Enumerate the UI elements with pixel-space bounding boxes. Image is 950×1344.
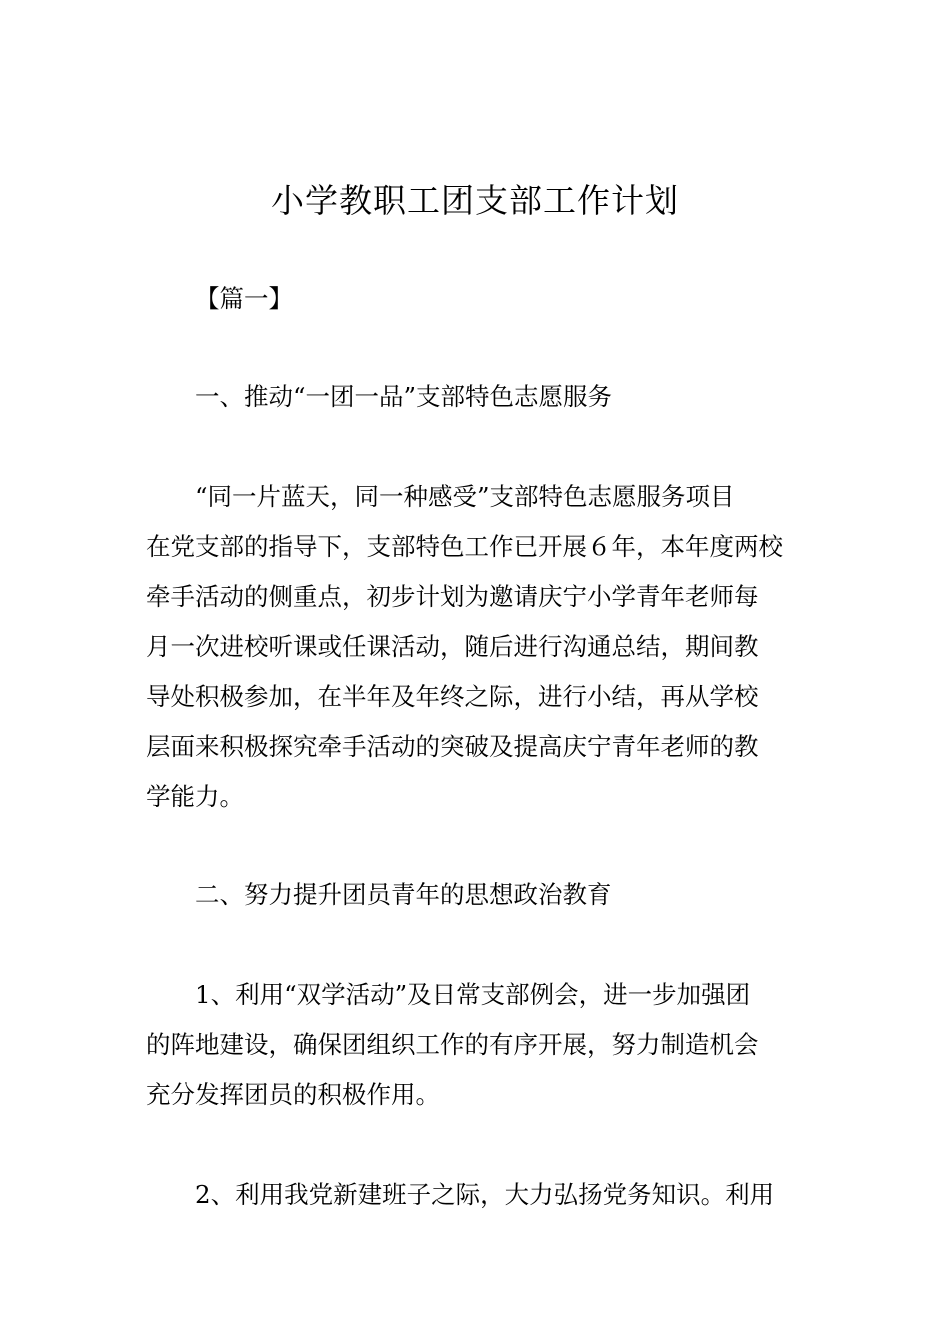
paragraph-line: 层面来积极探究牵手活动的突破及提高庆宁青年老师的教: [146, 732, 759, 761]
paragraph-line: 充分发挥团员的积极作用。: [146, 1080, 440, 1109]
document-title: 小学教职工团支部工作计划: [271, 181, 679, 220]
paragraph-2: [146, 970, 808, 1120]
paragraph-line: 1、利用“双学活动”及日常支部例会，进一步加强团: [195, 980, 751, 1009]
paragraph-line: 月一次进校听课或任课活动，随后进行沟通总结，期间教: [146, 632, 759, 661]
section-marker: 【篇一】: [195, 284, 293, 313]
paragraph-line: 在党支部的指导下，支部特色工作已开展６年，本年度两校: [146, 532, 783, 561]
paragraph-1: [146, 472, 808, 822]
paragraph-line: 牵手活动的侧重点，初步计划为邀请庆宁小学青年老师每: [146, 582, 759, 611]
paragraph-line: 2、利用我党新建班子之际，大力弘扬党务知识。利用: [195, 1180, 775, 1209]
paragraph-line: 的阵地建设，确保团组织工作的有序开展，努力制造机会: [146, 1030, 759, 1059]
paragraph-line: 导处积极参加，在半年及年终之际，进行小结，再从学校: [146, 682, 759, 711]
paragraph-3: [146, 1170, 808, 1220]
paragraph-line: “同一片蓝天，同一种感受”支部特色志愿服务项目: [195, 482, 735, 511]
heading-1: 一、推动“一团一品”支部特色志愿服务: [195, 382, 613, 411]
heading-2: 二、努力提升团员青年的思想政治教育: [195, 880, 612, 909]
paragraph-line: 学能力。: [146, 782, 244, 811]
